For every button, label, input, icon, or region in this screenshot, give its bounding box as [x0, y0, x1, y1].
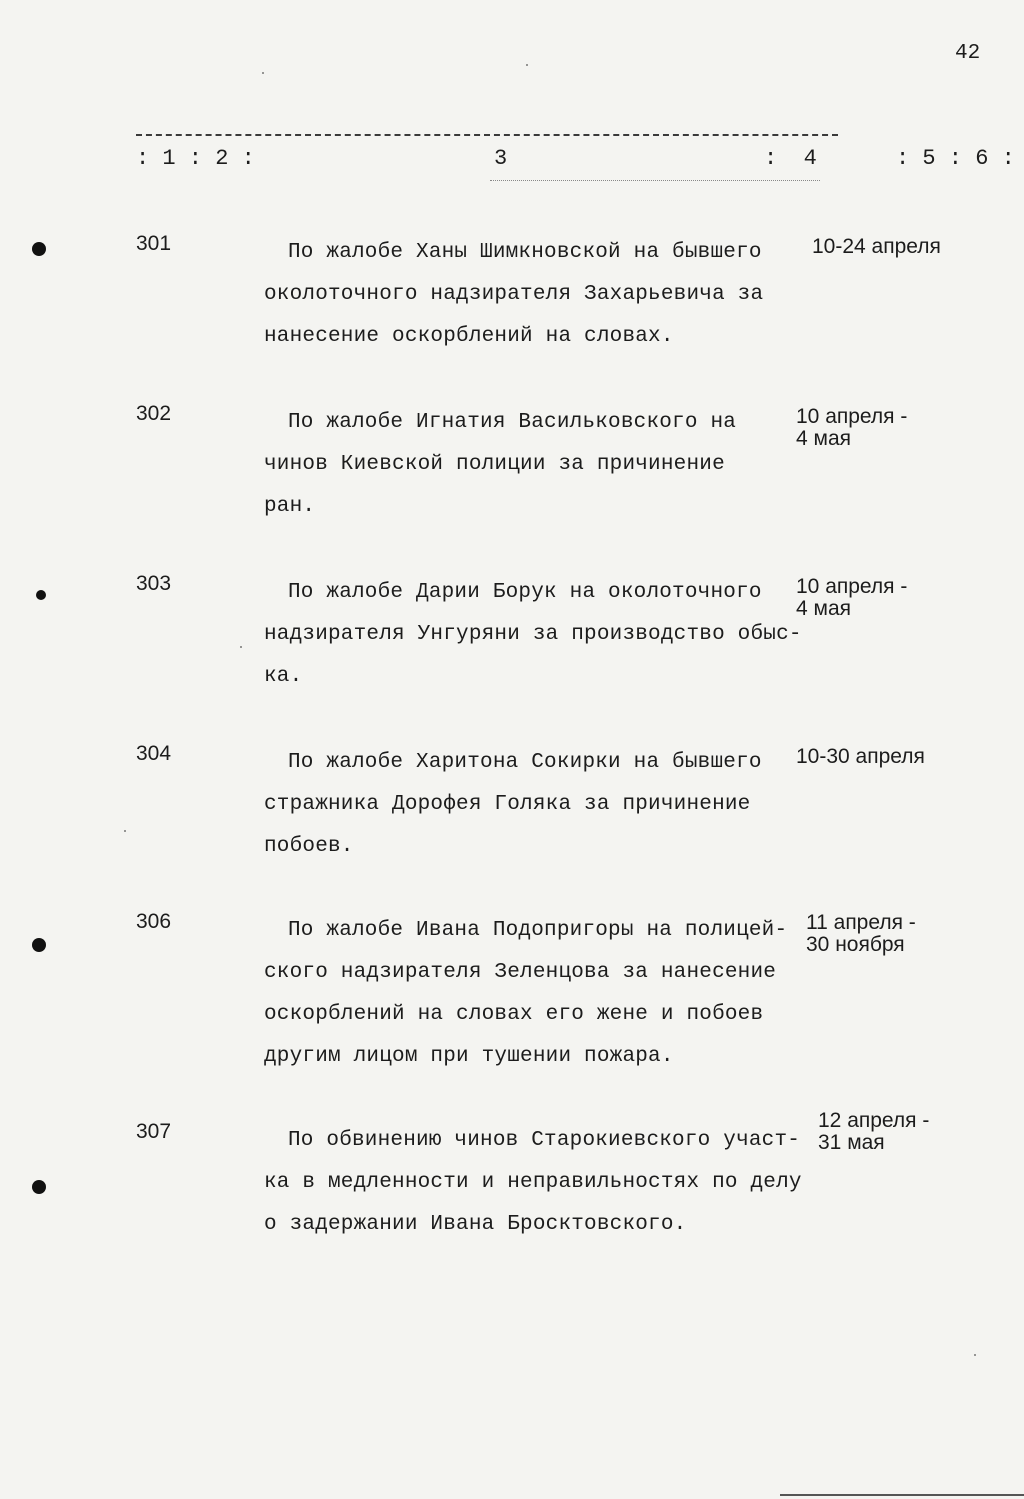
description-line: По жалобе Дарии Борук на околоточного [288, 581, 762, 604]
column-header-1-2: : 1 : 2 : [136, 146, 255, 171]
column-header-5-6: : 5 : 6 : [896, 146, 1015, 171]
entry-number: 307 [136, 1120, 172, 1143]
description-line: По обвинению чинов Старокиевского участ- [288, 1129, 801, 1152]
date-line: 31 мая [818, 1131, 885, 1154]
entry-dates [796, 746, 925, 768]
entry-number: 306 [136, 910, 172, 933]
date-line: 12 апреля - [818, 1109, 930, 1132]
header-top-rule [136, 134, 838, 136]
bottom-rule [780, 1494, 1024, 1496]
date-line: 30 ноября [806, 933, 905, 956]
description-line: ран. [264, 495, 316, 518]
column-header-4: : 4 [764, 146, 817, 171]
description-line: побоев. [264, 835, 354, 858]
scan-speck [262, 72, 264, 74]
description-line: По жалобе Игнатия Васильковского на [288, 411, 737, 434]
date-line: 10-30 апреля [796, 745, 925, 768]
header-bottom-rule [490, 180, 820, 181]
entry-description [264, 232, 824, 358]
date-line: 4 мая [796, 427, 852, 450]
margin-mark [32, 242, 46, 256]
scan-speck [974, 1354, 976, 1356]
description-line: стражника Дорофея Голяка за причинение [264, 793, 751, 816]
entry-dates [806, 912, 916, 956]
entry-number: 302 [136, 402, 172, 425]
entry-number: 304 [136, 742, 172, 765]
margin-mark [32, 1180, 46, 1194]
column-header-3: 3 [494, 146, 508, 171]
entry-description [264, 910, 824, 1078]
date-line: 10-24 апреля [812, 235, 941, 258]
description-line: По жалобе Харитона Сокирки на бывшего [288, 751, 762, 774]
margin-mark [36, 590, 46, 600]
entry-number: 301 [136, 232, 172, 255]
description-line: ка в медленности и неправильностях по делу [264, 1171, 802, 1194]
description-line: надзирателя Унгуряни за производство обыс- [264, 623, 802, 646]
description-line: нанесение оскорблений на словах. [264, 325, 674, 348]
description-line: По жалобе Ханы Шимкновской на бывшего [288, 241, 762, 264]
margin-mark [32, 938, 46, 952]
entry-description [264, 572, 824, 698]
scan-speck [124, 830, 126, 832]
entry-description [264, 742, 824, 868]
date-line: 10 апреля - [796, 405, 908, 428]
entry-number: 303 [136, 572, 172, 595]
description-line: ского надзирателя Зеленцова за нанесение [264, 961, 777, 984]
description-line: другим лицом при тушении пожара. [264, 1045, 674, 1068]
entry-description [264, 1120, 824, 1246]
description-line: о задержании Ивана Бросктовского. [264, 1213, 687, 1236]
date-line: 4 мая [796, 597, 852, 620]
description-line: ка. [264, 665, 303, 688]
entry-dates [796, 576, 907, 620]
scan-speck [526, 64, 528, 66]
entry-description [264, 402, 824, 528]
entry-dates [796, 406, 907, 450]
page-number: 42 [955, 42, 981, 65]
description-line: околоточного надзирателя Захарьевича за [264, 283, 764, 306]
description-line: оскорблений на словах его жене и побоев [264, 1003, 764, 1026]
description-line: чинов Киевской полиции за причинение [264, 453, 725, 476]
entry-dates [812, 236, 941, 258]
description-line: По жалобе Ивана Подопригоры на полицей- [288, 919, 788, 942]
date-line: 11 апреля - [806, 911, 916, 934]
entry-dates [818, 1110, 929, 1154]
scan-speck [240, 646, 242, 648]
date-line: 10 апреля - [796, 575, 908, 598]
